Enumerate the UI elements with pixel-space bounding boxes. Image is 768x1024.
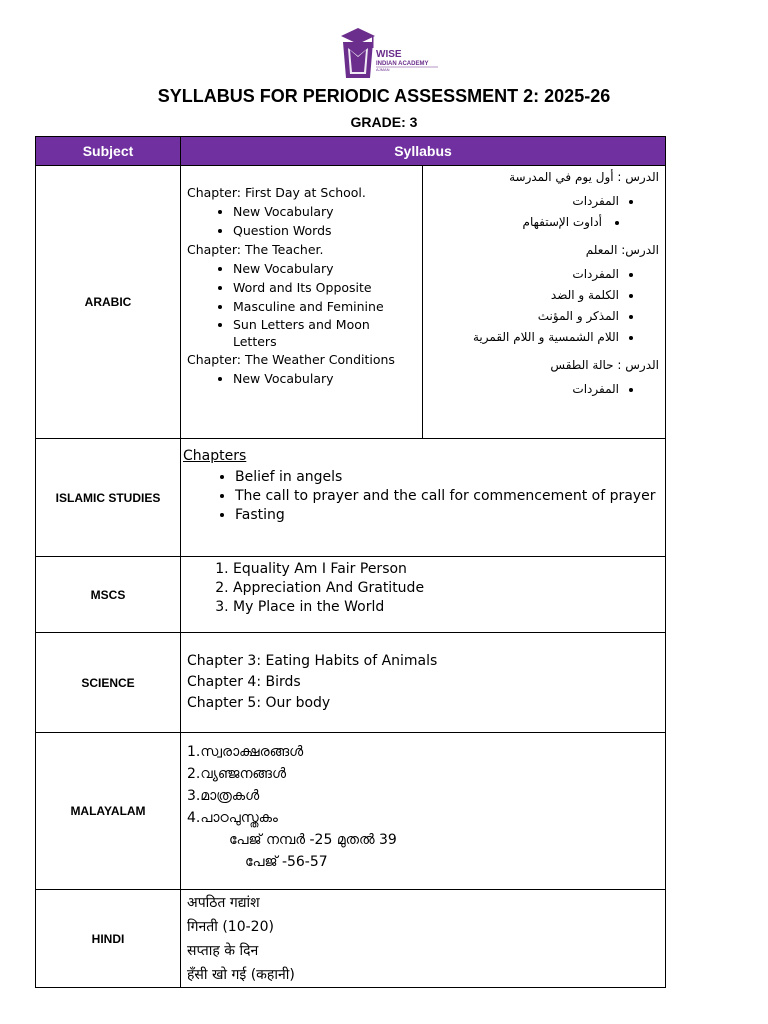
- list-item: • الكلمة و الضد: [429, 285, 619, 306]
- logo-line-2: INDIAN ACADEMY: [376, 61, 429, 67]
- list-item: • New Vocabulary: [233, 369, 416, 388]
- syllabus-table: [35, 136, 666, 988]
- chapter-title: Chapter: The Weather Conditions: [187, 352, 395, 367]
- logo-line-3: AJMAN: [376, 67, 390, 72]
- chapter-title: Chapter: First Day at School.: [187, 185, 366, 200]
- subject-arabic: ARABIC: [36, 166, 181, 439]
- list-item: • أداوت الإستفهام: [429, 212, 667, 233]
- topic-line: 3.മാത്രകൾ: [187, 788, 260, 804]
- list-item: • New Vocabulary: [233, 259, 416, 278]
- header-syllabus: Syllabus: [181, 137, 666, 166]
- malayalam-syllabus: [181, 733, 666, 890]
- document-title: SYLLABUS FOR PERIODIC ASSESSMENT 2: 2025-26: [157, 86, 611, 106]
- chapter-title: الدرس: المعلم: [585, 243, 659, 257]
- chapters-heading: Chapters: [183, 448, 247, 464]
- subject-mscs: MSCS: [36, 557, 181, 633]
- hindi-syllabus: [181, 890, 666, 988]
- list-item: • Fasting: [235, 506, 663, 525]
- list-item: • Sun Letters and Moon Letters: [233, 316, 416, 350]
- topic-line: गिनती (10-20): [187, 919, 274, 935]
- topic-line: 2.വ്യഞ്ജനങ്ങൾ: [187, 766, 287, 782]
- list-item: • Masculine and Feminine: [233, 297, 416, 316]
- topic-line: सप्ताह के दिन: [187, 943, 259, 959]
- arabic-syllabus-english: [181, 166, 423, 439]
- chapter-title: الدرس : حالة الطقس: [550, 358, 659, 372]
- list-item: 2. Appreciation And Gratitude: [233, 579, 665, 598]
- topic-line: अपठित गद्यांश: [187, 895, 260, 911]
- list-item: • المفردات: [429, 191, 619, 212]
- list-item: • Belief in angels: [235, 468, 663, 487]
- grade-label: GRADE: 3: [350, 114, 418, 130]
- topic-line: हँसी खो गई (कहानी): [187, 967, 295, 983]
- islamic-syllabus: [181, 439, 666, 557]
- logo-line-1: WISE: [376, 49, 402, 60]
- table-row-science: [36, 633, 666, 733]
- list-item: • المذكر و المؤنث: [429, 306, 619, 327]
- subject-islamic: ISLAMIC STUDIES: [36, 439, 181, 557]
- chapter-line: Chapter 4: Birds: [187, 674, 301, 690]
- science-syllabus: [181, 633, 666, 733]
- chapter-title: Chapter: The Teacher.: [187, 242, 324, 257]
- list-item: 1. Equality Am I Fair Person: [233, 560, 665, 579]
- subject-science: SCIENCE: [36, 633, 181, 733]
- chapter-line: Chapter 3: Eating Habits of Animals: [187, 653, 438, 669]
- subject-malayalam: MALAYALAM: [36, 733, 181, 890]
- table-row-hindi: [36, 890, 666, 988]
- list-item: • المفردات: [429, 379, 619, 400]
- chapter-title: الدرس : أول يوم في المدرسة: [509, 170, 659, 184]
- table-header-row: [36, 137, 666, 166]
- page-range: പേജ് -56-57: [245, 854, 328, 870]
- list-item: • اللام الشمسية و اللام القمرية: [429, 327, 619, 348]
- topic-line: 1.സ്വരാക്ഷരങ്ങൾ: [187, 744, 304, 760]
- table-row-mscs: [36, 557, 666, 633]
- logo-text: [376, 50, 428, 72]
- table-row-malayalam: [36, 733, 666, 890]
- subject-hindi: HINDI: [36, 890, 181, 988]
- page-range: പേജ് നമ്പർ -25 മുതൽ 39: [229, 832, 397, 848]
- topic-line: 4.പാഠപുസ്തകം: [187, 810, 278, 826]
- list-item: • المفردات: [429, 264, 619, 285]
- list-item: 3. My Place in the World: [233, 598, 665, 617]
- list-item: • New Vocabulary: [233, 202, 416, 221]
- list-item: • Word and Its Opposite: [233, 278, 416, 297]
- list-item: • Question Words: [233, 221, 416, 240]
- mscs-syllabus: [181, 557, 666, 633]
- table-row-islamic: [36, 439, 666, 557]
- table-row-arabic: [36, 166, 666, 439]
- header-subject: Subject: [36, 137, 181, 166]
- list-item: • The call to prayer and the call for commencement of prayer: [235, 487, 663, 506]
- arabic-syllabus-arabic: [423, 166, 666, 439]
- chapter-line: Chapter 5: Our body: [187, 695, 331, 711]
